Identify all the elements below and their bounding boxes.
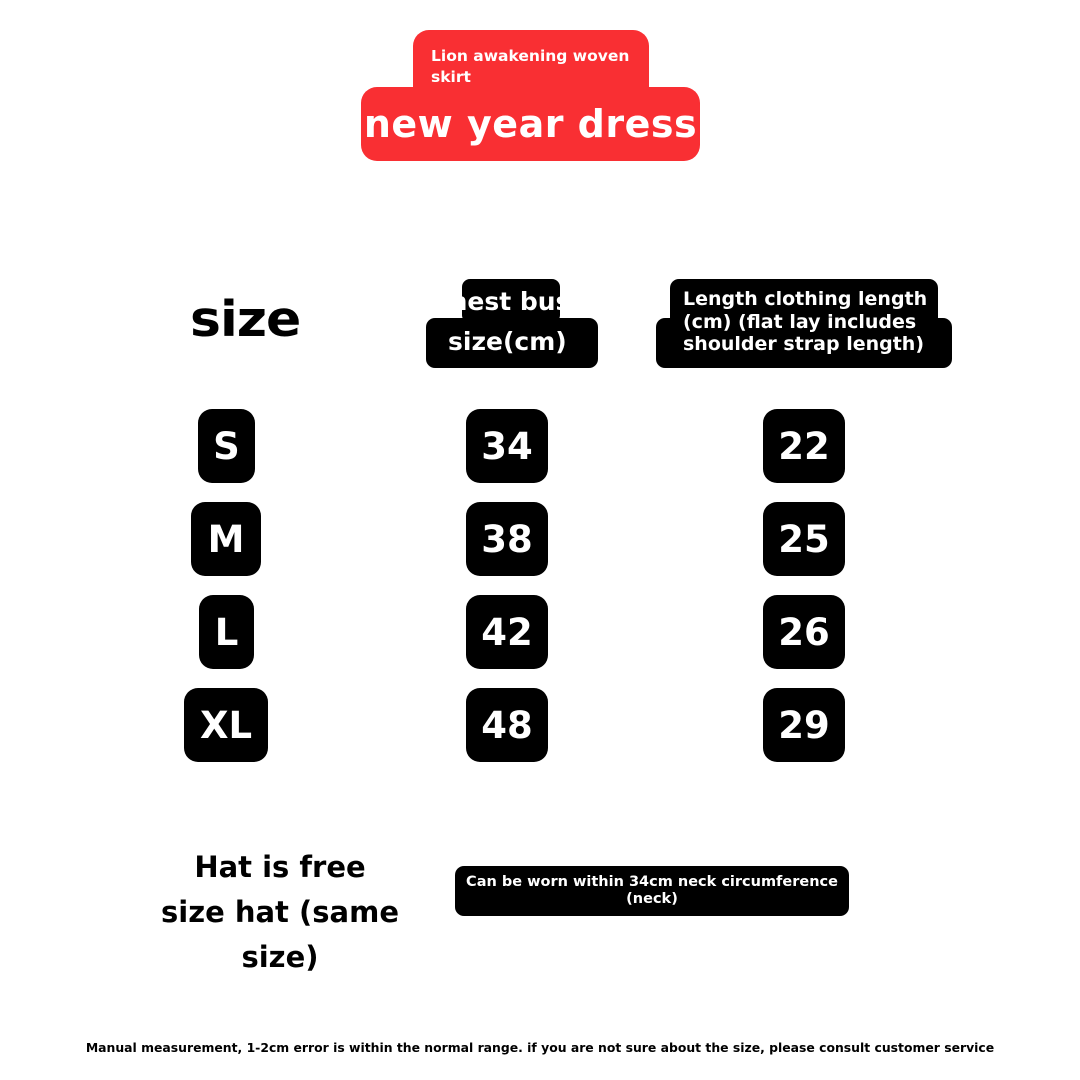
neck-circumference-note: Can be worn within 34cm neck circumference (neck) bbox=[455, 866, 849, 916]
chest-cell-s: 34 bbox=[466, 409, 548, 483]
size-cell-m: M bbox=[191, 502, 261, 576]
chest-header-line2: size(cm) bbox=[448, 327, 567, 356]
chest-cell-l: 42 bbox=[466, 595, 548, 669]
chest-header-line1: hest bus bbox=[449, 287, 571, 316]
length-cell-m: 25 bbox=[763, 502, 845, 576]
chest-cell-m: 38 bbox=[466, 502, 548, 576]
length-cell-xl: 29 bbox=[763, 688, 845, 762]
length-cell-s: 22 bbox=[763, 409, 845, 483]
size-cell-s: S bbox=[198, 409, 255, 483]
length-cell-l: 26 bbox=[763, 595, 845, 669]
size-cell-l: L bbox=[199, 595, 254, 669]
size-cell-xl: XL bbox=[184, 688, 268, 762]
size-column-header: size bbox=[190, 291, 301, 349]
chest-cell-xl: 48 bbox=[466, 688, 548, 762]
measurement-footnote: Manual measurement, 1-2cm error is within the normal range. if you are not sure about the size, please consult customer service bbox=[85, 1040, 995, 1055]
length-column-header: Length clothing length (cm) (flat lay includes shoulder strap length) bbox=[683, 288, 928, 355]
hat-size-label: Hat is free size hat (same size) bbox=[161, 850, 399, 974]
product-title: new year dress bbox=[361, 87, 700, 161]
product-subtitle: Lion awakening woven skirt bbox=[431, 47, 630, 86]
